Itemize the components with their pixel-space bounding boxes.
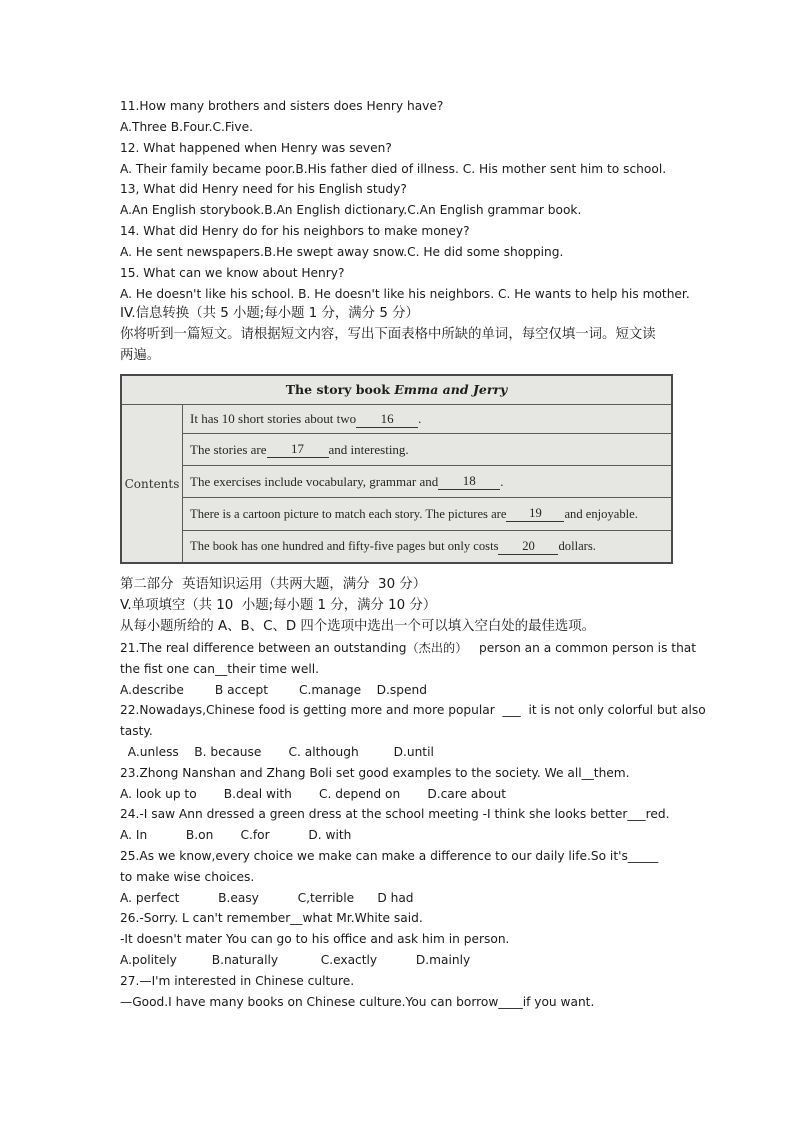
question-25-options: A. perfect B.easy C,terrible D had xyxy=(120,891,414,905)
blank-17: 17 xyxy=(267,441,329,458)
question-22-options: A.unless B. because C. although D.until xyxy=(120,745,434,759)
story-book-table-image xyxy=(120,374,673,564)
question-27-text: 27.—I'm interested in Chinese culture. xyxy=(120,974,355,988)
blank-20: 20 xyxy=(498,539,558,555)
part-heading: 第二部分 英语知识运用（共两大题，满分 30 分） xyxy=(120,577,427,592)
question-24-options: A. In B.on C.for D. with xyxy=(120,828,352,842)
question-25-text-cont: to make wise choices. xyxy=(120,870,255,884)
question-text: 11.How many brothers and sisters does Henry have? xyxy=(120,99,444,113)
section-instructions: 你将听到一篇短文。请根据短文内容，写出下面表格中所缺的单词，每空仅填一词。短文读 xyxy=(120,327,656,342)
answer-options: A.An English storybook.B.An English dictionary.C.An English grammar book. xyxy=(120,203,582,217)
answer-options: A. He sent newspapers.B.He swept away snow.C. He did some shopping. xyxy=(120,245,564,259)
answer-options: A. He doesn't like his school. B. He doesn't like his neighbors. C. He wants to help his mother. xyxy=(120,287,690,301)
blank-18: 18 xyxy=(438,473,500,490)
table-row: There is a cartoon picture to match each story. The pictures are 19 and enjoyable. xyxy=(183,498,671,531)
table-title: The story book Emma and Jerry xyxy=(122,376,671,405)
section-heading: V.单项填空（共 10 小题;每小题 1 分，满分 10 分） xyxy=(120,598,437,613)
question-text: 12. What happened when Henry was seven? xyxy=(120,141,392,155)
section-instructions-cont: 两遍。 xyxy=(120,348,161,363)
question-24-text: 24.-I saw Ann dressed a green dress at the school meeting -I think she looks better___red. xyxy=(120,807,670,821)
question-23-options: A. look up to B.deal with C. depend on D.care about xyxy=(120,787,507,801)
question-text: 13, What did Henry need for his English study? xyxy=(120,182,407,196)
question-21-options: A.describe B accept C.manage D.spend xyxy=(120,683,427,697)
answer-options: A. Their family became poor.B.His father died of illness. C. His mother sent him to school. xyxy=(120,162,667,176)
question-21-text-cont: the fist one can__their time well. xyxy=(120,662,319,676)
question-23-text: 23.Zhong Nanshan and Zhang Boli set good examples to the society. We all__them. xyxy=(120,766,630,780)
table-side-label: Contents xyxy=(122,405,183,562)
answer-options: A.Three B.Four.C.Five. xyxy=(120,120,254,134)
question-22-text: 22.Nowadays,Chinese food is getting more and more popular ___ it is not only colorful but also xyxy=(120,703,706,717)
table-row: The stories are 17 and interesting. xyxy=(183,434,671,466)
blank-19: 19 xyxy=(506,506,564,522)
question-26-text: 26.-Sorry. L can't remember__what Mr.White said. xyxy=(120,911,423,925)
question-22-text-cont: tasty. xyxy=(120,724,153,738)
table-row: The exercises include vocabulary, grammar and 18 . xyxy=(183,466,671,498)
section-instructions: 从每小题所给的 A、B、C、D 四个选项中选出一个可以填入空白处的最佳选项。 xyxy=(120,619,596,634)
table-row: The book has one hundred and fifty-five pages but only costs 20 dollars. xyxy=(190,538,596,553)
table-row: It has 10 short stories about two 16 . xyxy=(183,405,671,434)
question-text: 15. What can we know about Henry? xyxy=(120,266,345,280)
question-text: 14. What did Henry do for his neighbors to make money? xyxy=(120,224,470,238)
question-26-options: A.politely B.naturally C.exactly D.mainly xyxy=(120,953,471,967)
question-26-text-cont: -It doesn't mater You can go to his office and ask him in person. xyxy=(120,932,510,946)
question-21-text: 21.The real difference between an outstanding（杰出的） person an a common person is that xyxy=(120,641,697,655)
blank-16: 16 xyxy=(356,411,418,428)
question-25-text: 25.As we know,every choice we make can make a difference to our daily life.So it's_____ xyxy=(120,849,659,863)
question-27-text-cont: —Good.I have many books on Chinese culture.You can borrow____if you want. xyxy=(120,995,595,1009)
section-heading: IV.信息转换（共 5 小题;每小题 1 分，满分 5 分） xyxy=(120,306,419,321)
